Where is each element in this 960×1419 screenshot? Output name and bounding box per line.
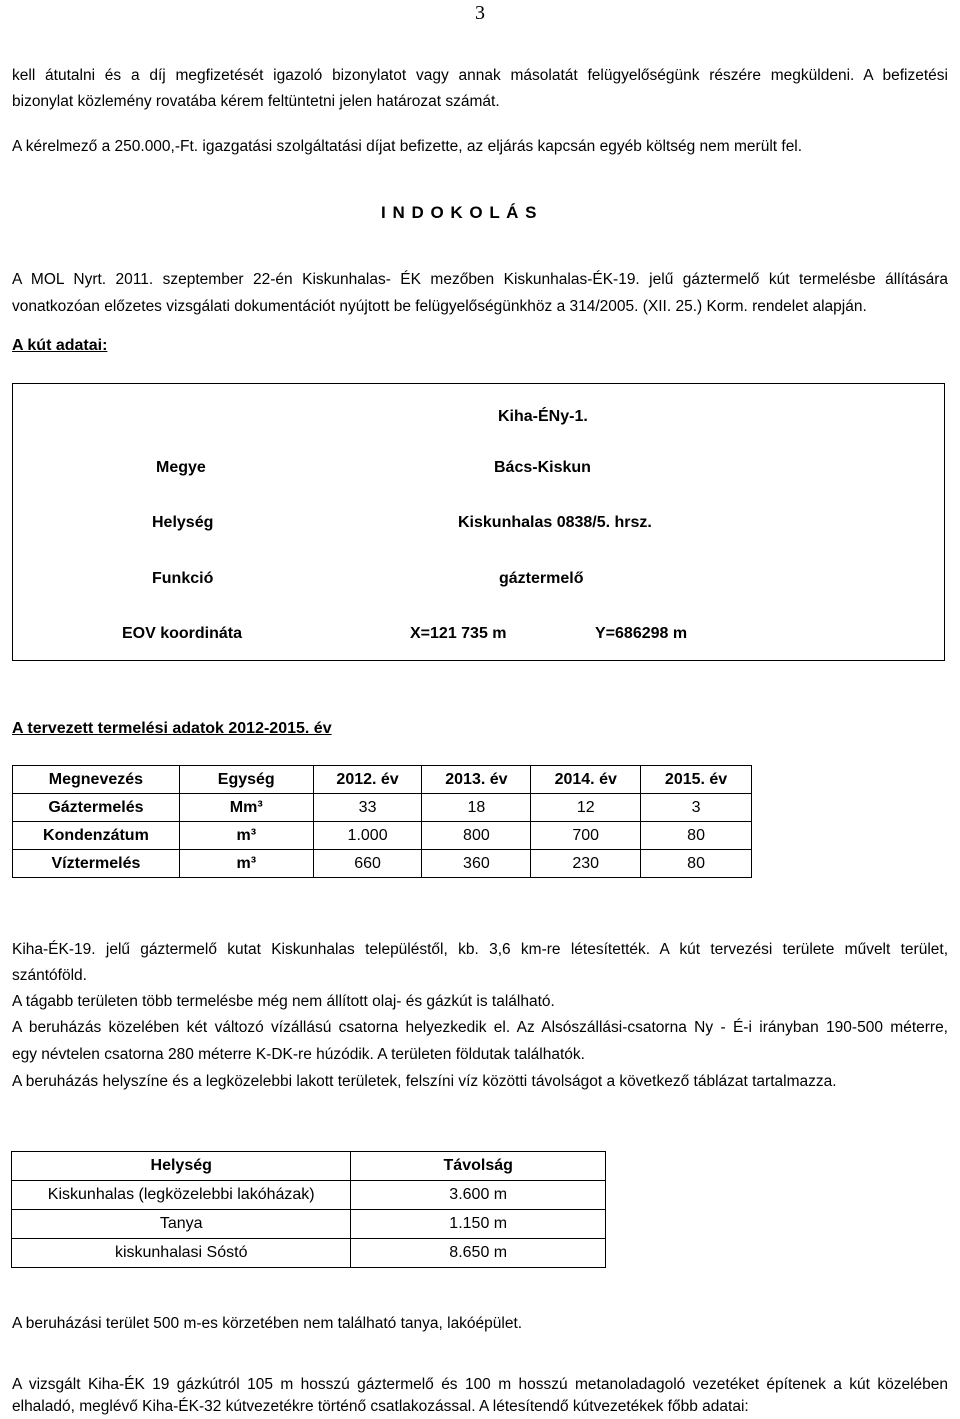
section-heading: I N D O K O L Á S <box>381 203 538 222</box>
well-row-label: Megye <box>156 459 206 476</box>
table-row <box>13 794 752 822</box>
well-row-label: Helység <box>152 514 214 531</box>
table-header-cell: Megnevezés <box>13 766 180 794</box>
well-data-box <box>12 383 945 661</box>
table-cell: 360 <box>422 850 531 878</box>
table-header-row <box>12 1152 606 1181</box>
table-cell: Gáztermelés <box>13 794 180 822</box>
paragraph-line: szántóföld. <box>12 967 87 984</box>
table-header-cell: 2012. év <box>313 766 422 794</box>
coord-y: Y=686298 m <box>595 625 688 642</box>
table-header-cell: 2015. év <box>641 766 752 794</box>
paragraph-text: A kérelmező a 250.000,-Ft. igazgatási szolgáltatási díjat befizette, az eljárás kapcsán egyéb költség nem merült fel. <box>12 138 803 155</box>
table-cell: Kiskunhalas (legközelebbi lakóházak) <box>12 1181 351 1210</box>
table-cell: 1.000 <box>313 822 422 850</box>
table-header-cell: Távolság <box>351 1152 606 1181</box>
table-cell: Kondenzátum <box>13 822 180 850</box>
table-row <box>13 850 752 878</box>
paragraph-line: kell átutalni és a díj megfizetését igazoló bizonylatot vagy annak másolatát felügyelőségünk részére megküldeni. A befizetési <box>12 67 948 84</box>
table-header-cell: 2014. év <box>531 766 641 794</box>
production-table <box>12 765 752 878</box>
table-cell: Víztermelés <box>13 850 180 878</box>
well-data-title: A kút adatai: <box>12 337 108 354</box>
table-row <box>13 822 752 850</box>
table-cell: Mm³ <box>179 794 313 822</box>
table-row <box>12 1239 606 1268</box>
table-cell: kiskunhalasi Sóstó <box>12 1239 351 1268</box>
paragraph-line: A beruházás közelében két változó vízállású csatorna helyezkedik el. Az Alsószállási-csatorna Ny - É-i irányban 190-500 méterre, <box>12 1019 948 1036</box>
table-cell: m³ <box>179 850 313 878</box>
paragraph-line: A MOL Nyrt. 2011. szeptember 22-én Kiskunhalas- ÉK mezőben Kiskunhalas-ÉK-19. jelű gáztermelő kút termelésbe állítására <box>12 271 948 288</box>
table-row <box>12 1181 606 1210</box>
well-row-label: Funkció <box>152 570 214 587</box>
well-name: Kiha-ÉNy-1. <box>498 408 588 425</box>
paragraph-text: A beruházás helyszíne és a legközelebbi lakott területek, felszíni víz közötti távolságot a következő táblázat tartalmazza. <box>12 1073 837 1090</box>
table-header-cell: 2013. év <box>422 766 531 794</box>
well-row-value: gáztermelő <box>499 570 584 587</box>
table-cell: 660 <box>313 850 422 878</box>
table-cell: 18 <box>422 794 531 822</box>
production-title: A tervezett termelési adatok 2012-2015. év <box>12 720 332 737</box>
well-row-value: Kiskunhalas 0838/5. hrsz. <box>458 514 652 531</box>
well-row-value: Bács-Kiskun <box>494 459 591 476</box>
table-cell: 8.650 m <box>351 1239 606 1268</box>
paragraph-line: bizonylat közlemény rovatába kérem feltüntetni jelen határozat számát. <box>12 93 500 110</box>
table-cell: 700 <box>531 822 641 850</box>
table-cell: 80 <box>641 850 752 878</box>
paragraph-line: Kiha-ÉK-19. jelű gáztermelő kutat Kiskunhalas településtől, kb. 3,6 km-re létesítették. A kút tervezési területe művelt terület, <box>12 941 948 958</box>
table-cell: 33 <box>313 794 422 822</box>
paragraph-line: A vizsgált Kiha-ÉK 19 gázkútról 105 m hosszú gáztermelő és 100 m hosszú metanoladagoló vezetéket építenek a kút közelében <box>12 1376 948 1393</box>
table-header-row <box>13 766 752 794</box>
distance-table <box>11 1151 606 1268</box>
table-cell: 230 <box>531 850 641 878</box>
table-header-cell: Egység <box>179 766 313 794</box>
table-cell: 12 <box>531 794 641 822</box>
table-cell: m³ <box>179 822 313 850</box>
coord-label: EOV koordináta <box>122 625 243 642</box>
coord-x: X=121 735 m <box>410 625 507 642</box>
paragraph-text: A beruházási terület 500 m-es körzetében nem található tanya, lakóépület. <box>12 1315 523 1332</box>
table-cell: 1.150 m <box>351 1210 606 1239</box>
table-cell: 3 <box>641 794 752 822</box>
paragraph-text: A tágabb területen több termelésbe még nem állított olaj- és gázkút is található. <box>12 993 555 1010</box>
table-row <box>12 1210 606 1239</box>
table-cell: 800 <box>422 822 531 850</box>
table-header-cell: Helység <box>12 1152 351 1181</box>
paragraph-line: vonatkozóan előzetes vizsgálati dokumentációt nyújtott be felügyelőségünkhöz a 314/2005. (XII. 25.) Korm. rendelet alapján. <box>12 298 867 315</box>
table-cell: 3.600 m <box>351 1181 606 1210</box>
paragraph-line: egy névtelen csatorna 280 méterre K-DK-re húzódik. A területen földutak találhatók. <box>12 1046 585 1063</box>
table-cell: 80 <box>641 822 752 850</box>
paragraph-line: elhaladó, meglévő Kiha-ÉK-32 kútvezetékre történő csatlakozással. A létesítendő kútvezetékek főbb adatai: <box>12 1398 749 1415</box>
table-cell: Tanya <box>12 1210 351 1239</box>
page-number: 3 <box>475 2 485 24</box>
